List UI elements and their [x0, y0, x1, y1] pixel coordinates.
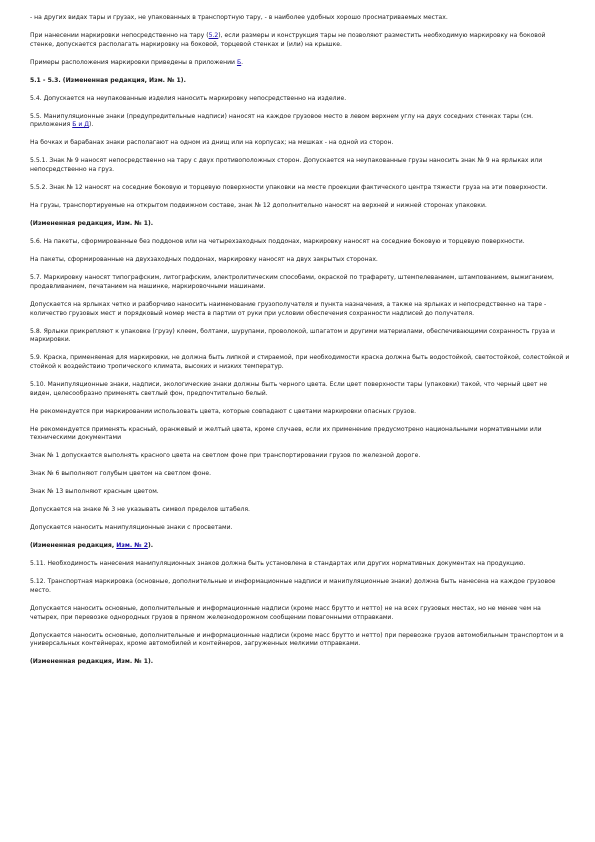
paragraph-text: Знак № 1 допускается выполнять красного цвета на светлом фоне при транспортировании грузов по железной дороге. — [30, 452, 421, 460]
paragraph — [30, 506, 570, 515]
paragraph — [30, 452, 570, 461]
paragraph — [30, 77, 570, 86]
paragraph — [30, 256, 570, 265]
reference-link[interactable]: Изм. № 2 — [116, 542, 149, 550]
paragraph — [30, 328, 570, 345]
paragraph-text: 5.5. Манипуляционные знаки (предупредительные надписи) наносят на каждое грузовое место в левом верхнем углу на двух соседних стенках тары (см. приложения — [30, 112, 534, 129]
paragraph-text: Допускается на ярлыках четко и разборчиво наносить наименование грузополучателя и пункта назначения, а также на ярлыках и непосредственно на таре - количество грузовых мест и порядковый номер места в партии от руки при условии обеспечения сохранности надписей до получателя. — [30, 300, 547, 317]
paragraph-text: 5.9. Краска, применяемая для маркировки, не должна быть липкой и стираемой, при необходимости краска должна быть водостойкой, светостойкой, солестойкой и стойкой к воздействию тропического климата, высоких и низких температур. — [30, 354, 570, 370]
paragraph — [30, 32, 570, 49]
paragraph-text: 5.7. Маркировку наносят типографским, литографским, электролитическим способами, окраской по трафарету, штемпелеванием, штампованием, выжиганием, продавливанием, печатанием на машинке, маркировочными машинами. — [30, 274, 554, 290]
paragraph-text: 5.8. Ярлыки прикрепляют к упаковке (грузу) клеем, болтами, шурупами, проволокой, шпагатом и другими материалами, обеспечивающими сохранность груза и маркировки. — [30, 327, 555, 344]
document-body — [30, 14, 570, 676]
paragraph-text: 5.10. Манипуляционные знаки, надписи, экологические знаки должны быть черного цвета. Если цвет поверхности тары (упаковки) такой, что черный цвет не виден, целесообразно применять светлый фон, предпочтительно белый. — [30, 380, 548, 397]
paragraph — [30, 184, 570, 193]
paragraph-text: 5.6. На пакеты, сформированные без поддонов или на четырехзаходных поддонах, маркировку наносят на соседние боковую и торцевую поверхности. — [30, 238, 525, 246]
paragraph — [30, 578, 570, 595]
paragraph — [30, 524, 570, 533]
paragraph — [30, 488, 570, 497]
paragraph-text: 5.5.1. Знак № 9 наносят непосредственно на тару с двух противоположных сторон. Допускается на неупакованные грузы наносить знак № 9 на ярлыках или непосредственно на груз. — [30, 157, 543, 174]
paragraph — [30, 605, 570, 622]
paragraph-text: На бочках и барабанах знаки располагают на одном из днищ или на корпусах; на мешках - на одной из сторон. — [30, 139, 394, 147]
paragraph-text: 5.1 - 5.3. (Измененная редакция, Изм. № 1). — [30, 76, 186, 84]
paragraph-text: Примеры расположения маркировки приведены в приложении — [30, 58, 237, 66]
paragraph-text: Не рекомендуется применять красный, оранжевый и желтый цвета, кроме случаев, если их применение предусмотрено национальными нормативными или техническими документами — [30, 425, 542, 442]
paragraph-text: Допускается наносить манипуляционные знаки с просветами. — [30, 524, 233, 532]
paragraph-text: Знак № 13 выполняют красным цветом. — [30, 488, 159, 496]
paragraph — [30, 14, 570, 23]
paragraph — [30, 426, 570, 443]
paragraph-text: Допускается наносить основные, дополнительные и информационные надписи (кроме масс брутто и нетто) не на всех грузовых местах, но не менее чем на четырех, при перевозке однородных грузов в прямом железнодорожном сообщении повагонными отправками. — [30, 605, 541, 621]
paragraph — [30, 274, 570, 291]
paragraph — [30, 157, 570, 174]
paragraph-text: 5.11. Необходимость нанесения манипуляционных знаков должна быть установлена в стандартах или других нормативных документах на продукцию. — [30, 560, 526, 568]
paragraph — [30, 202, 570, 211]
paragraph-text-tail: . — [241, 58, 244, 66]
paragraph-text-tail: ), если размеры и конструкция тары не позволяют разместить необходимую маркировку на боковой стенке, допускается располагать маркировку на боковой, торцевой стенках и (или) на крышке. — [30, 32, 546, 48]
paragraph-text: 5.4. Допускается на неупакованные изделия наносить маркировку непосредственно на изделие. — [30, 94, 347, 102]
paragraph-text: Знак № 6 выполняют голубым цветом на светлом фоне. — [30, 470, 212, 478]
paragraph — [30, 658, 570, 667]
paragraph — [30, 95, 570, 104]
paragraph — [30, 139, 570, 148]
reference-link[interactable]: 5.2 — [208, 32, 219, 39]
paragraph-text: (Измененная редакция, — [30, 542, 117, 550]
paragraph — [30, 354, 570, 371]
paragraph-text: Допускается наносить основные, дополнительные и информационные надписи (кроме масс брутто и нетто) при перевозке грузов автомобильным транспортом и в универсальных контейнерах, кроме автомобилей и контейнеров, загруженных мелкими отправками. — [30, 631, 564, 648]
paragraph — [30, 542, 570, 551]
paragraph-text-tail: ). — [89, 121, 94, 129]
reference-link[interactable]: Б и Д — [72, 121, 90, 129]
paragraph-text: - на других видах тары и грузах, не упакованных в транспортную тару, - в наиболее удобных хорошо просматриваемых местах. — [30, 14, 448, 21]
paragraph — [30, 113, 570, 130]
paragraph-text: На пакеты, сформированные на двухзаходных поддонах, маркировку наносят на двух закрытых сторонах. — [30, 256, 378, 264]
paragraph — [30, 408, 570, 417]
paragraph-text-tail: ). — [148, 542, 154, 550]
paragraph-text: Не рекомендуется при маркировании использовать цвета, которые совпадают с цветами маркировки опасных грузов. — [30, 407, 417, 415]
paragraph — [30, 301, 570, 318]
paragraph — [30, 220, 570, 229]
paragraph — [30, 632, 570, 649]
paragraph — [30, 560, 570, 569]
paragraph — [30, 381, 570, 398]
paragraph — [30, 470, 570, 479]
reference-link[interactable]: Б — [236, 58, 242, 66]
paragraph-text: (Измененная редакция, Изм. № 1). — [30, 658, 154, 666]
paragraph-text: 5.12. Транспортная маркировка (основные, дополнительные и информационные надписи и манипуляционные знаки) должна быть нанесена на каждое грузовое место. — [30, 578, 556, 595]
paragraph-text: На грузы, транспортируемые на открытом подвижном составе, знак № 12 дополнительно наносят на верхней и нижней сторонах упаковки. — [30, 202, 487, 210]
paragraph — [30, 59, 570, 68]
paragraph-text: Допускается на знаке № 3 не указывать символ пределов штабеля. — [30, 506, 250, 514]
paragraph-text: (Измененная редакция, Изм. № 1). — [30, 220, 154, 228]
paragraph-text: 5.5.2. Знак № 12 наносят на соседние боковую и торцевую поверхности упаковки на месте проекции фактического центра тяжести груза на эти поверхности. — [30, 184, 548, 192]
paragraph-text: При нанесении маркировки непосредственно на тару ( — [30, 32, 209, 39]
paragraph — [30, 238, 570, 247]
